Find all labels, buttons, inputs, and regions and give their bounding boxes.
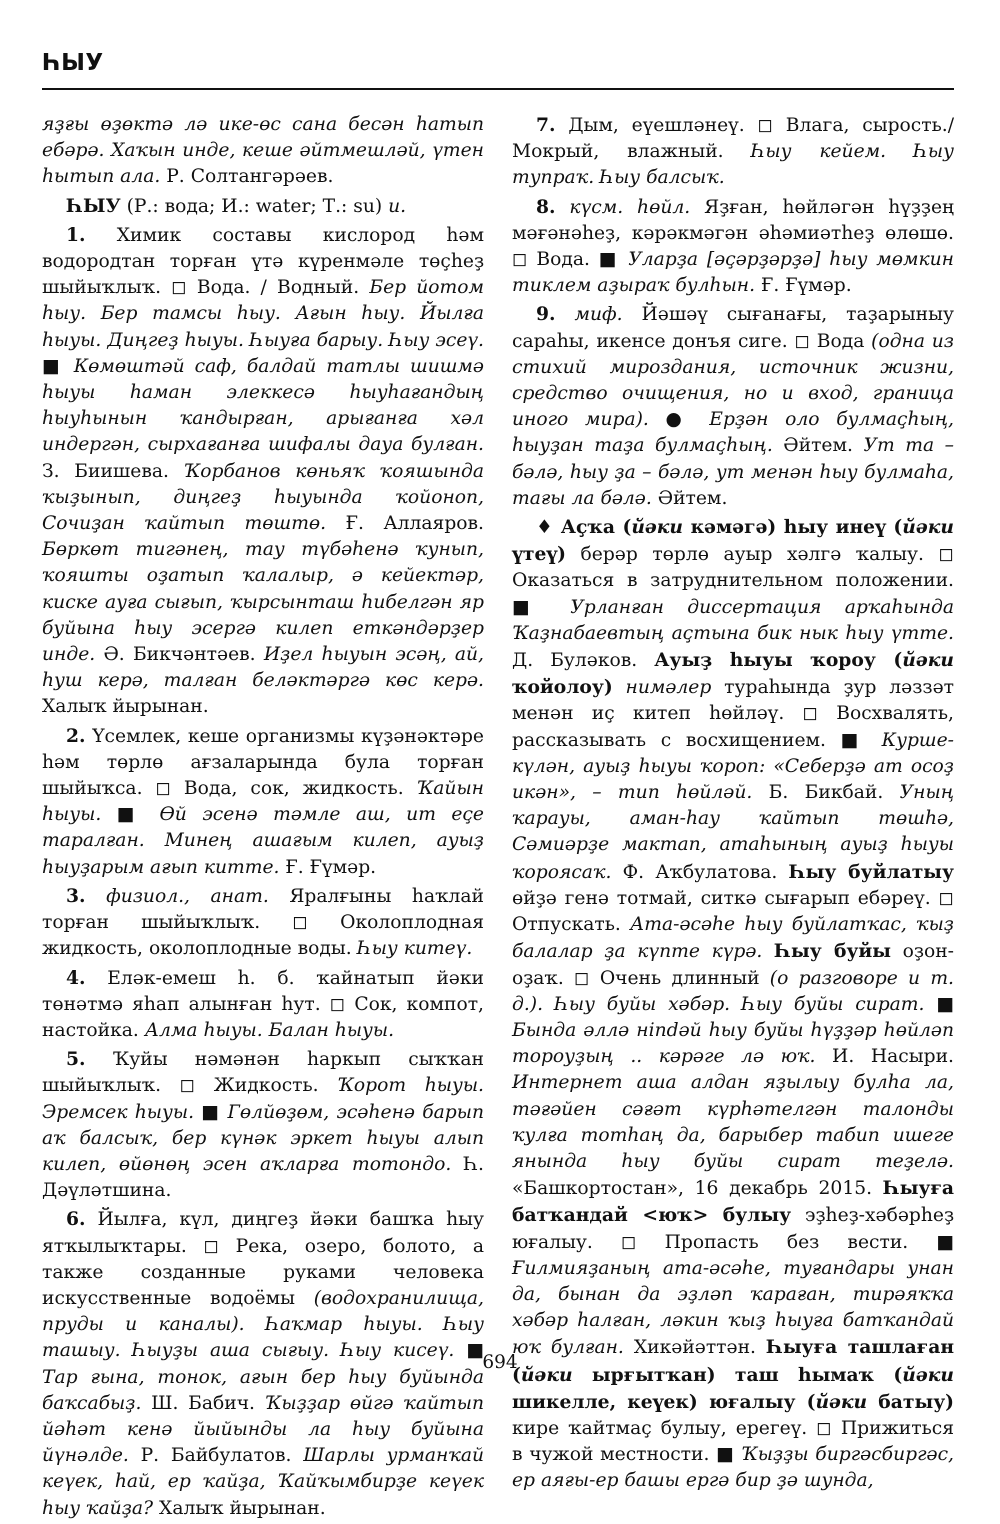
header-word: ҺЫУ — [42, 50, 104, 76]
left_column-paragraph-3: 1. Химик составы кислород һәм водородтан торған үтә күренмәле төҫһеҙ шыйыҡлыҡ. ◻ Вода. / Водный. Бер йотом һыу. Бер тамсы һыу. Ағын һыу. Йылға һыуы. Диңгеҙ һыуы. Һыуға барыу. Һыу эсеү. ■ Көмөштәй саф, балдай татлы шишмә һыуы һаман элеккесә һыуһағандың һыуһынын ҡандырған, арығанға хәл индергән, сырхағанға шифалы дауа булған. З. Биишева. Ҡорбанов көньяҡ ҡояшында ҡыҙынып, диңгеҙ һыуында ҡойоноп, Сочиҙан ҡайтып төштө. Ғ. Аллаяров. Бөркөт тигәнең, тау түбәһенә ҡунып, ҡояшты оҙатып ҡалалыр, ә кейектәр, киске ауға сығып, ҡырсынташ һибелгән яр буйына һыу эсергә килеп еткәндәрҙер инде. Ә. Бикчәнтәев. Иҙел һыуын эсәң, ай, һуш керә, талған беләктәргә көс керә. Халыҡ йырынан. — [42, 223, 484, 718]
right_column-paragraph-4: ♦ Аҫҡа (йәки кәмәгә) һыу инеү (йәки үтеү) берәр төрлө ауыр хәлгә ҡалыу. ◻ Оказаться в затруднительном положении. ■ Урланған диссертация арҡаһында Ҡаҙнабаевтың аҫтына бик нык һыу үтте. Д. Буләков. Ауыҙ һыуы ҡороу (йәки ҡойолоу) нимәлер тураһында ҙур ләззәт менән иҫ китеп һөйләү. ◻ Восхвалять, рассказывать с восхищением. ■ Курше-күлән, ауыҙ һыуы ҡороп: «Себерҙә ат осоҙ икән», – тип һөйләй. Б. Бикбай. Уның ҡарауы, аман-һау ҡайтып төшһә, Сәмиәрҙе мактап, атаһының ауыҙ һыуы ҡороясаҡ. Ф. Аҡбулатова. Һыу буйлатыу өйҙә генә тотмай, ситкә сығарып ебәреү. ◻ Отпускать. Ата-әсәһе һыу буйлатҡас, ҡыҙ балалар ҙа күпте күрә. Һыу буйы оҙон-оҙаҡ. ◻ Очень длинный (о разговоре и т. д.). Һыу буйы хәбәр. Һыу буйы сират. ■ Бында әллә нindәй һыу буйы һүҙҙәр һөйләп тороуҙың .. кәрәге лә юҡ. И. Насыри. Интернет аша алдан яҙылыу булһа ла, тәғәйен сәғәт күрһәтелгән талонды ҡулға тотһаң да, барыбер табип ишеге янында һыу буйы сират теҙелә. «Башкортостан», 16 декабрь 2015. Һыуға батҡандай <юҡ> булыу эҙһеҙ-хәбәрһеҙ юғалыу. ◻ Пропасть без вести. ■ Ғилмияҙаның ата-әсәһе, туғандары унан да, бынан да эҙләп ҡараған, тирәяҡҡа хәбәр һалған, ләкин ҡыҙ һыуға батҡандай юҡ булған. Хикәйәттән. Һыуға ташлаған (йәки ырғытҡан) таш һымаҡ (йәки шикелле, кеүек) юғалыу (йәки батыу) кире ҡайтмаҫ булыу, ерегеү. ◻ Прижиться в чужой местности. ■ Ҡыҙҙы биргәсбиргәс, ер аяғы-ер башы ергә бир ҙә шунда, — [512, 516, 955, 1492]
left_column-paragraph-6: 4. Еләк-емеш һ. б. ҡайнатып йәки төнәтмә яһап алынған һут. ◻ Сок, компот, настойка. Алма һыуы. Балан һыуы. — [42, 966, 484, 1041]
left_column-paragraph-5: 3. физиол., анат. Яралғыны һаҡлай торған шыйыҡлыҡ. ◻ Околоплодная жидкость, околоплодные воды. Һыу китеү. — [42, 884, 484, 960]
left_column-paragraph-8: 6. Йылға, күл, диңгеҙ йәки башҡа һыу ятҡылыҡтары. ◻ Река, озеро, болото, а также созданные руками человека искусственные водоёмы (водохранилища, пруды и каналы). Һаҡмар һыуы. Һыу ташыу. Һыуҙы аша сығыу. Һыу кисеү. ■ Тар ғына, тонок, ағын бер һыу буйында баҡсабыҙ. Ш. Бабич. Ҡыҙҙар өйгә ҡайтып йәһәт кенә йыйынды ла һыу буйына йүнәлде. Р. Байбулатов. Шарлы урманҡай кеүек, һай, ер ҡайҙа, Ҡайҡымбирҙе кеүек һыу ҡайҙа? Халыҡ йырынан. — [42, 1208, 484, 1519]
left_column-paragraph-1: яҙғы өҙөктә лә ике-өс сана бесән һатып ебәрә. Хаҡын инде, кеше әйтмешләй, үтен һытып ала. Р. Солтангәрәев. — [42, 114, 484, 188]
header-rule — [42, 88, 954, 90]
right_column-paragraph-3: 9. миф. Йәшәү сығанағы, таҙарыныу сараһы, икенсе донъя сиге. ◻ Вода (одна из стихий мироздания, источник жизни, средство очищения, но и вход, граница иного мира). ● Ерҙән оло булмаҫһың, һыуҙан таҙа булмаҫһың. Әйтем. Ут та – бәлә, һыу ҙа – бәлә, ут менән һыу булмаһа, тағы ла бәлә. Әйтем. — [512, 303, 955, 509]
left-column — [42, 112, 484, 1524]
right_column-paragraph-2: 8. күсм. һөйл. Яҙған, һөйләгән һүҙҙең мәғәнәһеҙ, кәрәкмәгән әһәмиәтһеҙ өлөшө. ◻ Вода. ■ Уларҙа [әҫәрҙәрҙә] һыу мөмкин тиклем аҙыраҡ булһын. Ғ. Ғүмәр. — [512, 195, 954, 297]
right_column-paragraph-1: 7. Дым, еүешләнеү. ◻ Влага, сырость./ Мокрый, влажный. Һыу кейем. Һыу тупраҡ. Һыу балсыҡ. — [512, 114, 954, 189]
right-column — [512, 112, 954, 1497]
left_column-paragraph-7: 5. Ҡуйы нәмәнән һаркып сыҡҡан шыйыҡлыҡ. ◻ Жидкость. Ҡорот һыуы. Эремсек һыуы. ■ Гөлйөҙөм, эсәһенә барып аҡ балсыҡ, бер күнәк эркет һыуы алып килеп, өйөнөң эсен аҡларға тотондо. Һ. Дәүләтшина. — [42, 1048, 484, 1202]
running-header — [42, 50, 954, 76]
page-number: 694 — [482, 1352, 518, 1373]
left_column-paragraph-2: ҺЫУ (Р.: вода; И.: water; Т.: su) и. — [66, 194, 407, 217]
left_column-paragraph-4: 2. Үсемлек, кеше организмы күҙәнәктәре һәм төрлө ағзаларында була торған шыйыҡса. ◻ Вода, сок, жидкость. Ҡайын һыуы. ■ Өй эсенә тәмле аш, ит еҫе таралған. Минең ашағым килеп, ауыҙ һыуҙарым ағып китте. Ғ. Ғүмәр. — [42, 724, 484, 878]
